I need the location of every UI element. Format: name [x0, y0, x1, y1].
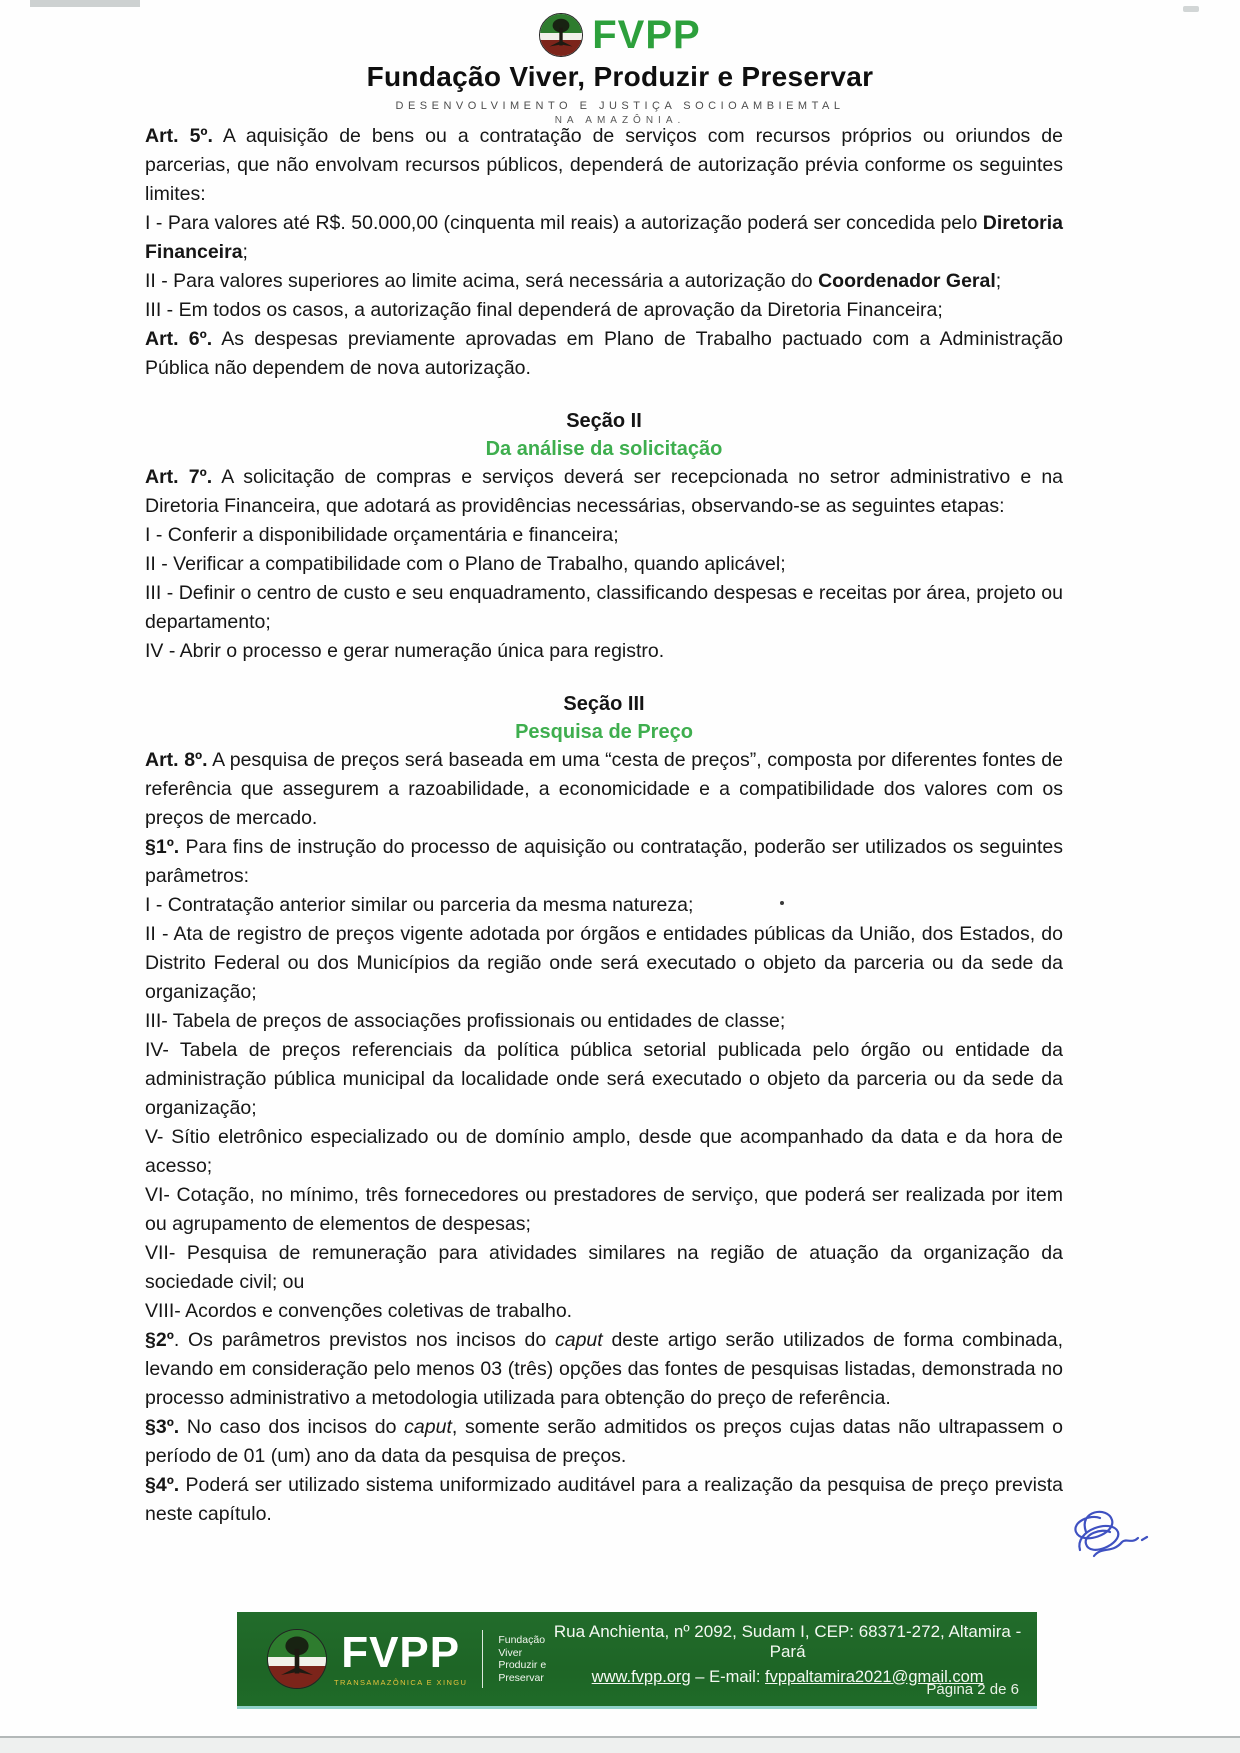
footer-email-link: fvppaltamira2021@gmail.com [765, 1667, 984, 1686]
document-body [145, 122, 1063, 1529]
paragraph: II - Para valores superiores ao limite acima, será necessária a autorização do Coordenador Geral; [145, 270, 1002, 292]
section-subtitle: Da análise da solicitação [485, 438, 723, 460]
paragraph: III - Definir o centro de custo e seu enquadramento, classificando despesas e receitas por área, projeto ou departamento; [145, 582, 1063, 633]
section-title: Seção III [563, 693, 645, 715]
organization-name: Fundação Viver, Produzir e Preservar [366, 61, 874, 92]
section-title: Seção II [566, 410, 642, 432]
footer-address: Rua Anchienta, nº 2092, Sudam I, CEP: 68371-272, Altamira - Pará [553, 1621, 1022, 1661]
footer-logo-block [237, 1629, 546, 1689]
footer-org-line: Fundação [498, 1634, 546, 1646]
document-header [0, 10, 1240, 126]
header-brand-row [0, 10, 1240, 60]
tagline-line1: DESENVOLVIMENTO E JUSTIÇA SOCIOAMBIEMTAL [395, 100, 845, 112]
footer-separator: – [695, 1667, 705, 1686]
paragraph: §3º. No caso dos incisos do caput, somente serão admitidos os preços cujas datas não ultrapassem o período de 01 (um) ano da data da pesquisa de preços. [145, 1416, 1064, 1467]
footer-brand-column [334, 1628, 468, 1687]
paragraph: I - Conferir a disponibilidade orçamentária e financeira; [145, 524, 619, 546]
paragraph: V- Sítio eletrônico especializado ou de domínio amplo, desde que acompanhado da data e da hora de acesso; [145, 1126, 1063, 1177]
fvpp-tree-logo-icon-footer [267, 1629, 327, 1689]
paragraph: III - Em todos os casos, a autorização final dependerá de aprovação da Diretoria Financeira; [145, 299, 943, 321]
footer-org-lines [498, 1634, 546, 1684]
paragraph: §2º. Os parâmetros previstos nos incisos do caput deste artigo serão utilizados de forma combinada, levando em consideração pelo menos 03 (três) opções das fontes de pesquisas listadas, demonstrada no processo administrativo a metodologia utilizada para obtenção do preço de referência. [145, 1329, 1063, 1409]
section-heading [145, 690, 1063, 746]
paragraph: IV- Tabela de preços referenciais da política pública setorial publicada pelo órgão ou entidade da administração pública municipal da localidade onde será executado o objeto da parceria ou da sede da organização; [145, 1039, 1063, 1119]
paragraph: VII- Pesquisa de remuneração para atividades similares na região de atuação da organização da sociedade civil; ou [145, 1242, 1063, 1293]
paragraph: II - Ata de registro de preços vigente adotada por órgãos e entidades públicas da União, dos Estados, do Distrito Federal ou dos Municípios da região onde será executado o objeto da parceria ou da sede da organização; [145, 923, 1063, 1003]
tree-silhouette-icon [540, 14, 582, 56]
section-heading [145, 407, 1063, 463]
signature-scribble [1056, 1502, 1156, 1586]
footer-website-link: www.fvpp.org [591, 1667, 691, 1686]
paragraph: II - Verificar a compatibilidade com o Plano de Trabalho, quando aplicável; [145, 553, 786, 575]
header-brand-text: FVPP [592, 13, 701, 57]
scan-edge-area-bottom [0, 1738, 1240, 1753]
footer-org-line: Produzir e [498, 1659, 547, 1671]
footer-org-line: Viver [498, 1646, 523, 1659]
footer-brand-subtext: TRANSAMAZÔNICA E XINGU [334, 1678, 468, 1687]
paragraph: §1º. Para fins de instrução do processo de aquisição ou contratação, poderão ser utilizados os seguintes parâmetros: [145, 836, 1063, 887]
section-subtitle: Pesquisa de Preço [515, 721, 693, 743]
paragraph: I - Contratação anterior similar ou parceria da mesma natureza; [145, 894, 694, 916]
paragraph: VIII- Acordos e convenções coletivas de trabalho. [145, 1300, 573, 1322]
fvpp-tree-logo-icon [539, 13, 583, 57]
paragraph: I - Para valores até R$. 50.000,00 (cinquenta mil reais) a autorização poderá ser concedida pelo Diretoria Financeira; [145, 212, 1063, 263]
page-indicator: Página 2 de 6 [926, 1681, 1019, 1698]
paragraph: §4º. Poderá ser utilizado sistema uniformizado auditável para a realização da pesquisa de preço prevista neste capítulo. [145, 1474, 1063, 1525]
footer-org-line: Preservar [498, 1671, 544, 1684]
tagline-line2: NA AMAZÔNIA. [554, 115, 686, 126]
paragraph: Art. 8º. A pesquisa de preços será baseada em uma “cesta de preços”, composta por diferentes fontes de referência que assegurem a razoabilidade, a economicidade e a compatibilidade dos valores com os preços de mercado. [145, 749, 1063, 829]
paragraph: IV - Abrir o processo e gerar numeração única para registro. [145, 640, 665, 662]
tree-silhouette-icon [268, 1630, 326, 1688]
paragraph: VI- Cotação, no mínimo, três fornecedores ou prestadores de serviço, que poderá ser realizada por item ou agrupamento de elementos de despesas; [145, 1184, 1063, 1235]
paragraph: Art. 7º. A solicitação de compras e serviços deverá ser recepcionada no setror administrativo e na Diretoria Financeira, que adotará as providências necessárias, observando-se as seguintes etapas: [145, 466, 1064, 517]
footer-email-label: E-mail: [709, 1667, 761, 1686]
footer-brand-text: FVPP [341, 1628, 461, 1677]
paragraph: III- Tabela de preços de associações profissionais ou entidades de classe; [145, 1010, 786, 1032]
footer-banner [237, 1612, 1037, 1709]
footer-logo-divider [482, 1630, 483, 1688]
paragraph: Art. 6º. As despesas previamente aprovadas em Plano de Trabalho pactuado com a Administração Pública não dependem de nova autorização. [145, 328, 1063, 379]
paragraph: Art. 5º. A aquisição de bens ou a contratação de serviços com recursos próprios ou oriundos de parcerias, que não envolvam recursos públicos, dependerá de autorização prévia conforme os seguintes limites: [145, 125, 1063, 205]
scan-edge-artifact-top-left [30, 0, 140, 7]
